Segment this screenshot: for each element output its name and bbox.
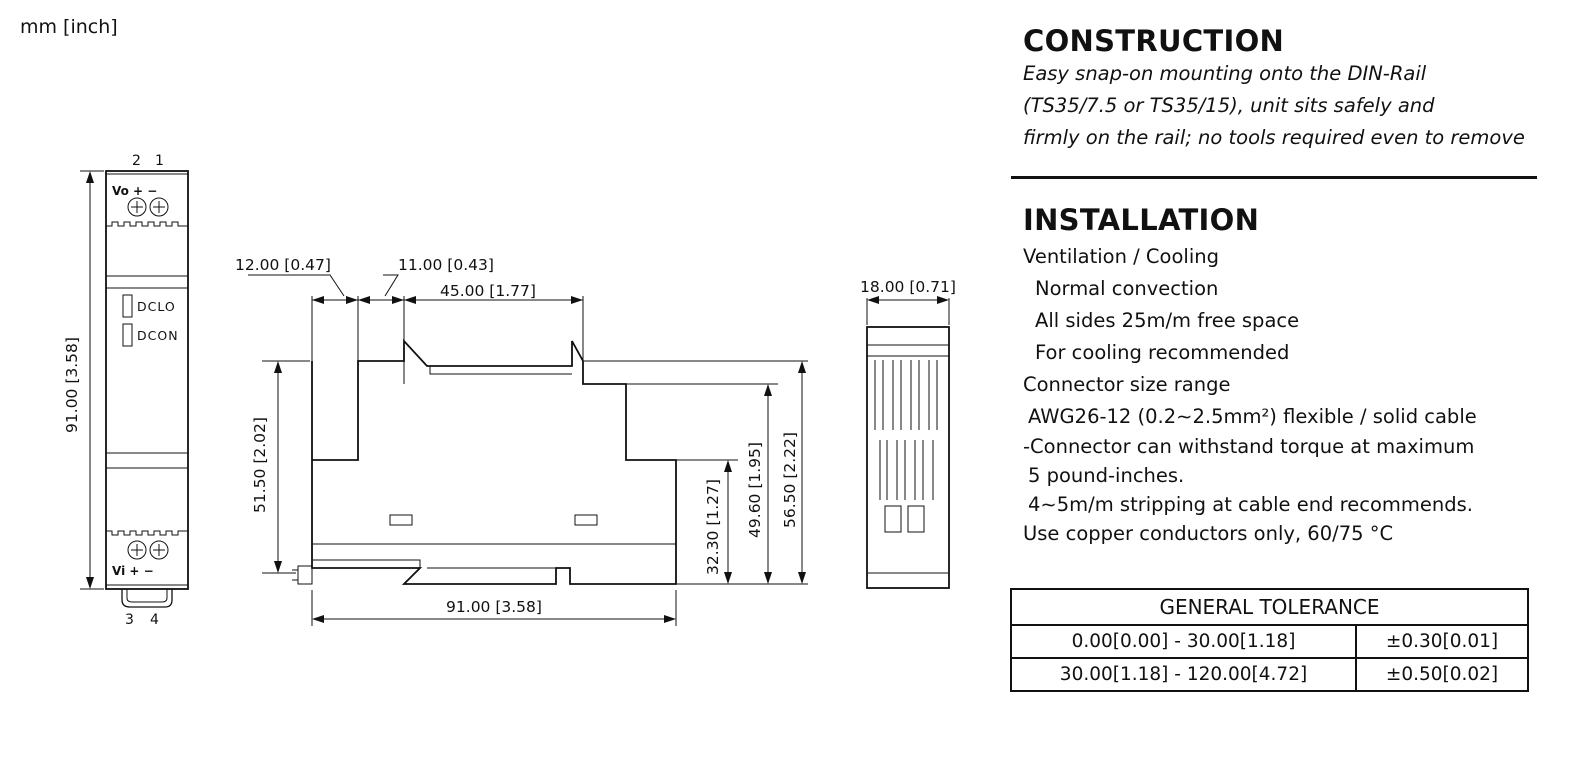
- construction-line: (TS35/7.5 or TS35/15), unit sits safely and: [1023, 94, 1435, 117]
- dim-45: 45.00 [1.77]: [440, 282, 536, 300]
- dim-12: 12.00 [0.47]: [235, 256, 331, 274]
- installation-line: -Connector can withstand torque at maximum: [1023, 435, 1475, 458]
- installation-line: 5 pound-inches.: [1028, 464, 1185, 487]
- clip-slot-icon: [575, 515, 597, 525]
- terminal-opening-icon: [908, 506, 924, 532]
- section-divider: [1011, 176, 1537, 179]
- tolerance-value-cell: ±0.30[0.01]: [1356, 625, 1528, 658]
- dim-51-5: 51.50 [2.02]: [251, 417, 269, 513]
- installation-line: Normal convection: [1035, 277, 1219, 300]
- input-screw-icon: [128, 541, 168, 559]
- pin-1-label: 1: [155, 153, 164, 169]
- dim-49-6: 49.60 [1.95]: [746, 442, 764, 538]
- front-view: [63, 153, 188, 628]
- dim-91: 91.00 [3.58]: [446, 598, 542, 616]
- installation-line: For cooling recommended: [1035, 341, 1290, 364]
- dim-11: 11.00 [0.43]: [398, 256, 494, 274]
- side-housing: [312, 341, 676, 584]
- end-width-dim: 18.00 [0.71]: [860, 278, 956, 296]
- pin-2-label: 2: [132, 153, 141, 169]
- top-terminal-vents: [106, 222, 188, 226]
- tolerance-range-cell: 0.00[0.00] - 30.00[1.18]: [1011, 625, 1356, 658]
- end-view: [860, 278, 956, 588]
- dclo-led-icon: [123, 295, 132, 317]
- clip-slot-icon: [390, 515, 412, 525]
- units-label: mm [inch]: [20, 16, 118, 38]
- output-screw-icon: [128, 198, 168, 216]
- construction-line: Easy snap-on mounting onto the DIN-Rail: [1023, 62, 1427, 85]
- dclo-label: DCLO: [137, 299, 176, 314]
- installation-line: Use copper conductors only, 60/75 °C: [1023, 522, 1394, 545]
- tolerance-table-title: GENERAL TOLERANCE: [1011, 589, 1528, 625]
- construction-line: firmly on the rail; no tools required even to remove: [1023, 126, 1525, 149]
- table-row: [1011, 625, 1528, 658]
- dcon-led-icon: [123, 324, 132, 346]
- dim-56-5: 56.50 [2.22]: [781, 432, 799, 528]
- tolerance-value-cell: ±0.50[0.02]: [1356, 658, 1528, 691]
- terminal-opening-icon: [885, 506, 901, 532]
- din-clip: [122, 589, 172, 607]
- front-height-dim: 91.00 [3.58]: [63, 337, 81, 433]
- output-label: Vo + −: [112, 184, 158, 198]
- installation-line: AWG26-12 (0.2∼2.5mm²) flexible / solid cable: [1028, 405, 1477, 428]
- installation-line: Ventilation / Cooling: [1023, 245, 1219, 268]
- input-label: Vi + −: [112, 564, 154, 578]
- pin-3-label: 3: [125, 612, 134, 628]
- front-housing: [106, 171, 188, 589]
- tolerance-range-cell: 30.00[1.18] - 120.00[4.72]: [1011, 658, 1356, 691]
- vent-slots-icon: [875, 360, 937, 500]
- general-tolerance-table: [1010, 588, 1529, 692]
- installation-line: 4∼5m/m stripping at cable end recommends.: [1028, 493, 1473, 516]
- installation-line: All sides 25m/m free space: [1035, 309, 1300, 332]
- installation-title: INSTALLATION: [1023, 203, 1260, 237]
- pin-4-label: 4: [150, 612, 159, 628]
- construction-title: CONSTRUCTION: [1023, 24, 1285, 58]
- dim-32-3: 32.30 [1.27]: [704, 479, 722, 575]
- installation-line: Connector size range: [1023, 373, 1231, 396]
- side-view: [235, 256, 808, 626]
- table-row: [1011, 658, 1528, 691]
- dcon-label: DCON: [137, 328, 179, 343]
